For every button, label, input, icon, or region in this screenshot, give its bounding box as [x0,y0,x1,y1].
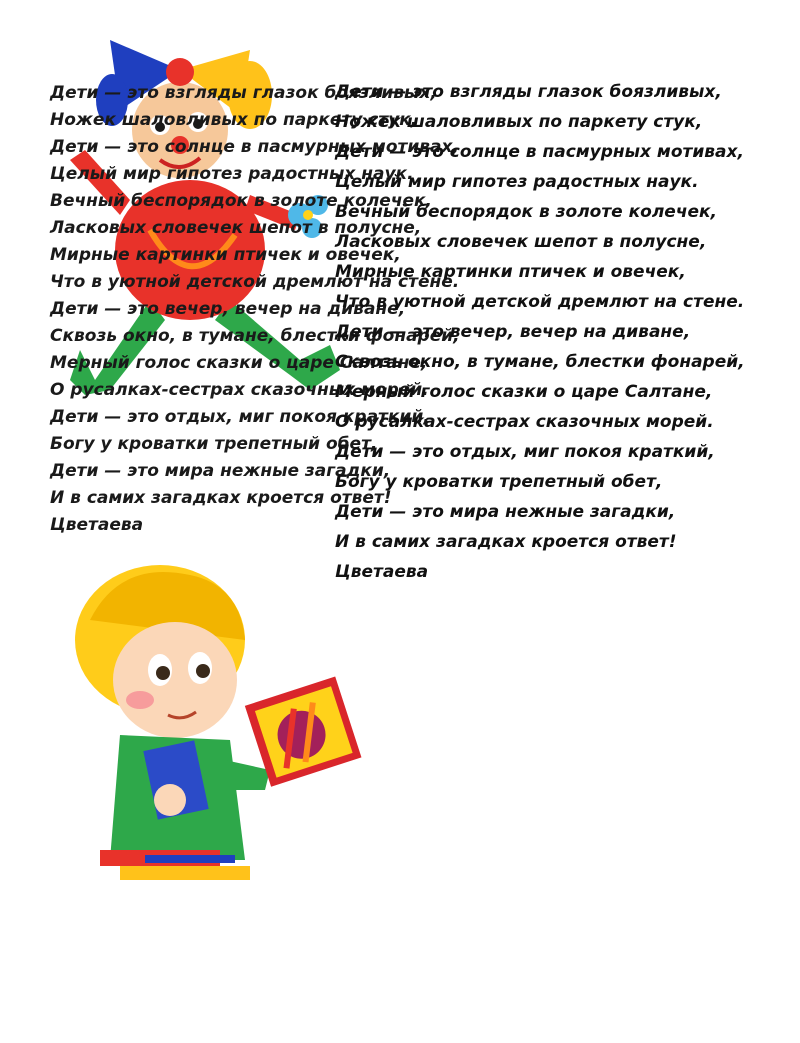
poem-line: Ласковых словечек шепот в полусне, [50,218,422,238]
poem-line: Дети — это взгляды глазок боязливых, [50,83,437,103]
boy-with-book-illustration [75,565,361,880]
poem-line: Мирные картинки птичек и овечек, [335,262,686,282]
poem-line: Дети — это мира нежные загадки, [335,502,676,522]
poem-line: Ножек шаловливых по паркету стук, [335,112,703,132]
poem-author: Цветаева [335,562,429,582]
poem-line: Ласковых словечек шепот в полусне, [335,232,707,252]
poem-line: Ножек шаловливых по паркету стук, [50,110,418,130]
poem-line: Дети — это отдых, миг покоя краткий, [335,442,715,462]
poem-line: Мерный голос сказки о царе Салтане, [335,382,713,402]
poem-author: Цветаева [50,515,144,535]
poem-line: Богу у кроватки трепетный обет, [335,472,663,492]
poem-line: Что в уютной детской дремлют на стене. [50,272,460,292]
poem-line: Вечный беспорядок в золоте колечек, [50,191,433,211]
poem-line: Дети — это вечер, вечер на диване, [335,322,691,342]
poem-line: Дети — это вечер, вечер на диване, [50,299,406,319]
poem-line: Дети — это солнце в пасмурных мотивах, [335,142,744,162]
poem-line: И в самих загадках кроется ответ! [335,532,677,552]
poem-line: Вечный беспорядок в золоте колечек, [335,202,718,222]
poem-line: Дети — это солнце в пасмурных мотивах, [50,137,459,157]
poem-line: Дети — это отдых, миг покоя краткий, [50,407,430,427]
poem-line: Мирные картинки птичек и овечек, [50,245,401,265]
poem-line: Мерный голос сказки о царе Салтане, [50,353,428,373]
poem-line: О русалках-сестрах сказочных морей. [50,380,429,400]
poem-line: Сквозь окно, в тумане, блестки фонарей, [50,326,460,346]
poem-line: И в самих загадках кроется ответ! [50,488,392,508]
poem-line: Целый мир гипотез радостных наук. [335,172,699,192]
poem-right [335,78,775,588]
poem-line: Сквозь окно, в тумане, блестки фонарей, [335,352,745,372]
poem-line: Дети — это взгляды глазок боязливых, [335,82,722,102]
poem-line: О русалках-сестрах сказочных морей. [335,412,714,432]
poem-line: Дети — это мира нежные загадки, [50,461,391,481]
poem-line: Богу у кроватки трепетный обет, [50,434,378,454]
poem-line: Что в уютной детской дремлют на стене. [335,292,745,312]
poem-line: Целый мир гипотез радостных наук. [50,164,414,184]
